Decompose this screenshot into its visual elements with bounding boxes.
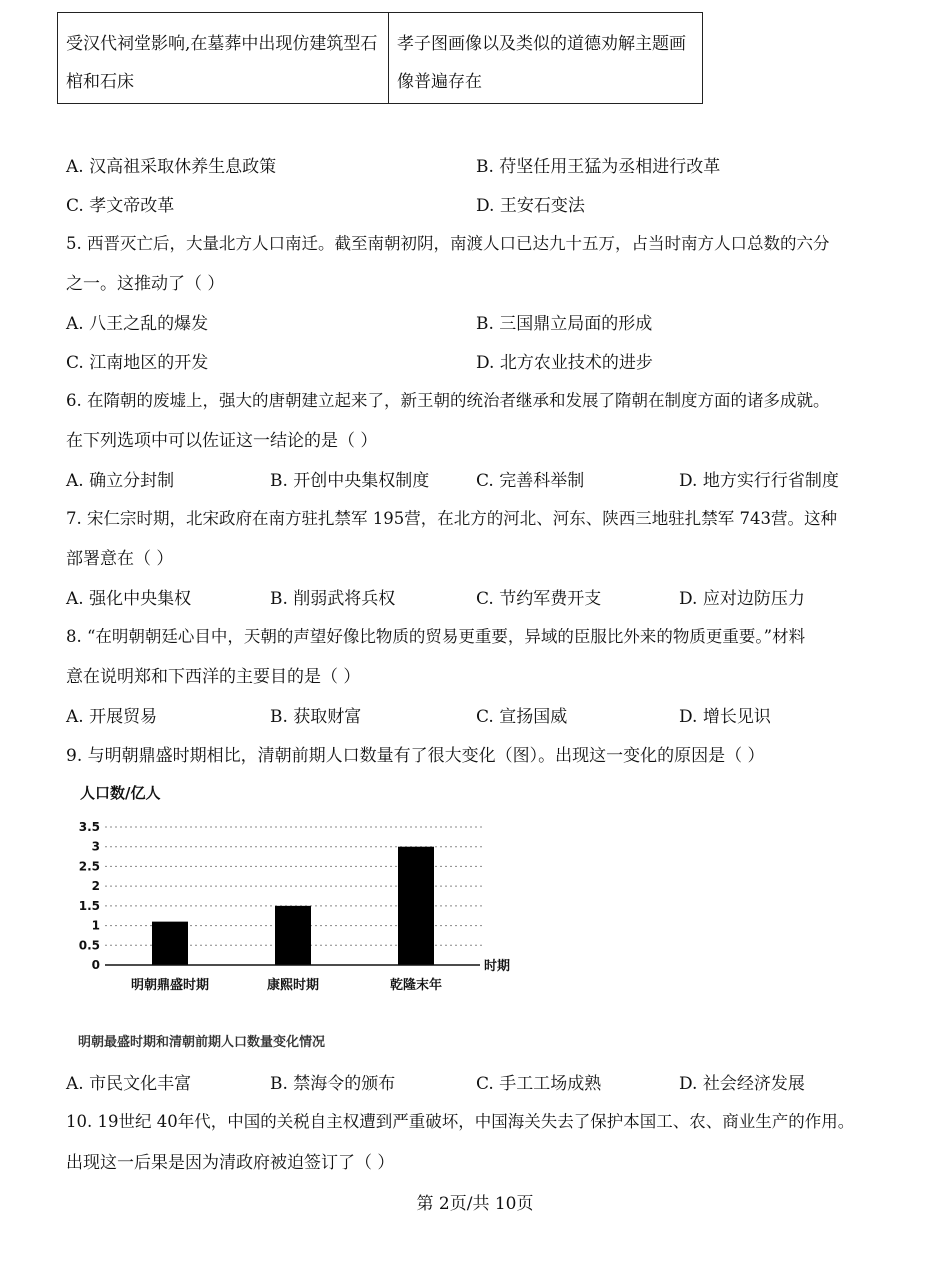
q8-option-b: B. 获取财富 <box>270 707 362 727</box>
chart-y-tick-label: 3 <box>91 839 100 854</box>
q6-option-d: D. 地方实行行省制度 <box>679 471 839 491</box>
q4-option-c: C. 孝文帝改革 <box>66 196 175 216</box>
chart-xlabel: 时期 <box>484 959 511 974</box>
q9-stem-line1: 9. 与明朝鼎盛时期相比，清朝前期人口数量有了很大变化（图）。出现这一变化的原因是（ ） <box>66 746 765 766</box>
chart-bar <box>398 847 434 965</box>
population-chart <box>60 778 540 1058</box>
q10-stem-line2: 出现这一后果是因为清政府被迫签订了（ ） <box>66 1153 395 1173</box>
chart-x-tick-label: 明朝鼎盛时期 <box>130 978 210 993</box>
chart-ylabel: 人口数/亿人 <box>80 784 161 802</box>
q8-stem-line2: 意在说明郑和下西洋的主要目的是（ ） <box>66 667 361 687</box>
chart-x-tick-label: 康熙时期 <box>266 978 320 993</box>
table-cell-left: 受汉代祠堂影响,在墓葬中出现仿建筑型石棺和石床 <box>58 13 389 104</box>
q10-stem-line1: 10. 19世纪 40年代，中国的关税自主权遭到严重破坏，中国海关失去了保护本国工、农、商业生产的作用。 <box>66 1112 855 1131</box>
chart-y-tick-label: 0.5 <box>78 938 100 953</box>
chart-y-tick-label: 2 <box>91 879 100 894</box>
q7-stem-line2: 部署意在（ ） <box>66 549 174 569</box>
q6-stem-line2: 在下列选项中可以佐证这一结论的是（ ） <box>66 431 378 451</box>
q7-option-d: D. 应对边防压力 <box>679 589 805 609</box>
q8-stem-line1: 8. “在明朝朝廷心目中，天朝的声望好像比物质的贸易更重要，异域的臣服比外来的物质更重要。”材料 <box>66 627 806 646</box>
q5-stem-line1: 5. 西晋灭亡后，大量北方人口南迁。截至南朝初阴，南渡人口已达九十五万，占当时南方人口总数的六分 <box>66 234 830 253</box>
chart-y-tick-label: 3.5 <box>78 820 100 834</box>
chart-bar <box>275 906 311 965</box>
chart-x-tick-label: 乾隆末年 <box>389 978 443 993</box>
chart-y-tick-label: 1.5 <box>78 898 100 913</box>
q6-option-b: B. 开创中央集权制度 <box>270 471 430 491</box>
q5-option-a: A. 八王之乱的爆发 <box>66 314 209 334</box>
chart-x-tick-labels <box>131 977 442 993</box>
q5-option-c: C. 江南地区的开发 <box>66 353 209 373</box>
q5-option-b: B. 三国鼎立局面的形成 <box>476 314 653 334</box>
q9-option-c: C. 手工工场成熟 <box>476 1074 602 1094</box>
chart-y-tick-label: 1 <box>91 918 100 933</box>
q4-option-a: A. 汉高祖采取休养生息政策 <box>66 157 277 177</box>
chart-y-tick-label: 0 <box>91 958 100 972</box>
q6-option-a: A. 确立分封制 <box>66 471 175 491</box>
q6-option-c: C. 完善科举制 <box>476 471 585 491</box>
q9-option-a: A. 市民文化丰富 <box>66 1074 192 1094</box>
q8-option-d: D. 增长见识 <box>679 707 771 727</box>
q6-stem-line1: 6. 在隋朝的废墟上，强大的唐朝建立起来了，新王朝的统治者继承和发展了隋朝在制度方面的诸多成就。 <box>66 391 830 410</box>
chart-y-tick-label: 2.5 <box>78 859 100 874</box>
q4-option-b: B. 苻坚任用王猛为丞相进行改革 <box>476 157 721 177</box>
q7-option-a: A. 强化中央集权 <box>66 589 192 609</box>
chart-bar <box>152 922 188 965</box>
q7-option-b: B. 削弱武将兵权 <box>270 589 396 609</box>
q9-option-d: D. 社会经济发展 <box>679 1074 805 1094</box>
q9-option-b: B. 禁海令的颁布 <box>270 1074 396 1094</box>
q5-stem-line2: 之一。这推动了（ ） <box>66 274 225 294</box>
q4-option-d: D. 王安石变法 <box>476 196 585 216</box>
q7-option-c: C. 节约军费开支 <box>476 589 602 609</box>
info-table <box>57 12 703 104</box>
chart-y-ticks <box>79 820 100 972</box>
q8-option-a: A. 开展贸易 <box>66 707 158 727</box>
page-footer: 第 2页/共 10页 <box>416 1194 534 1214</box>
chart-title: 明朝最盛时期和清朝前期人口数量变化情况 <box>78 1035 326 1050</box>
q5-option-d: D. 北方农业技术的进步 <box>476 353 653 373</box>
table-cell-right: 孝子图画像以及类似的道德劝解主题画像普遍存在 <box>389 13 703 104</box>
q7-stem-line1: 7. 宋仁宗时期，北宋政府在南方驻扎禁军 195营，在北方的河北、河东、陕西三地驻扎禁军 743营。这种 <box>66 509 837 528</box>
q8-option-c: C. 宣扬国威 <box>476 707 568 727</box>
